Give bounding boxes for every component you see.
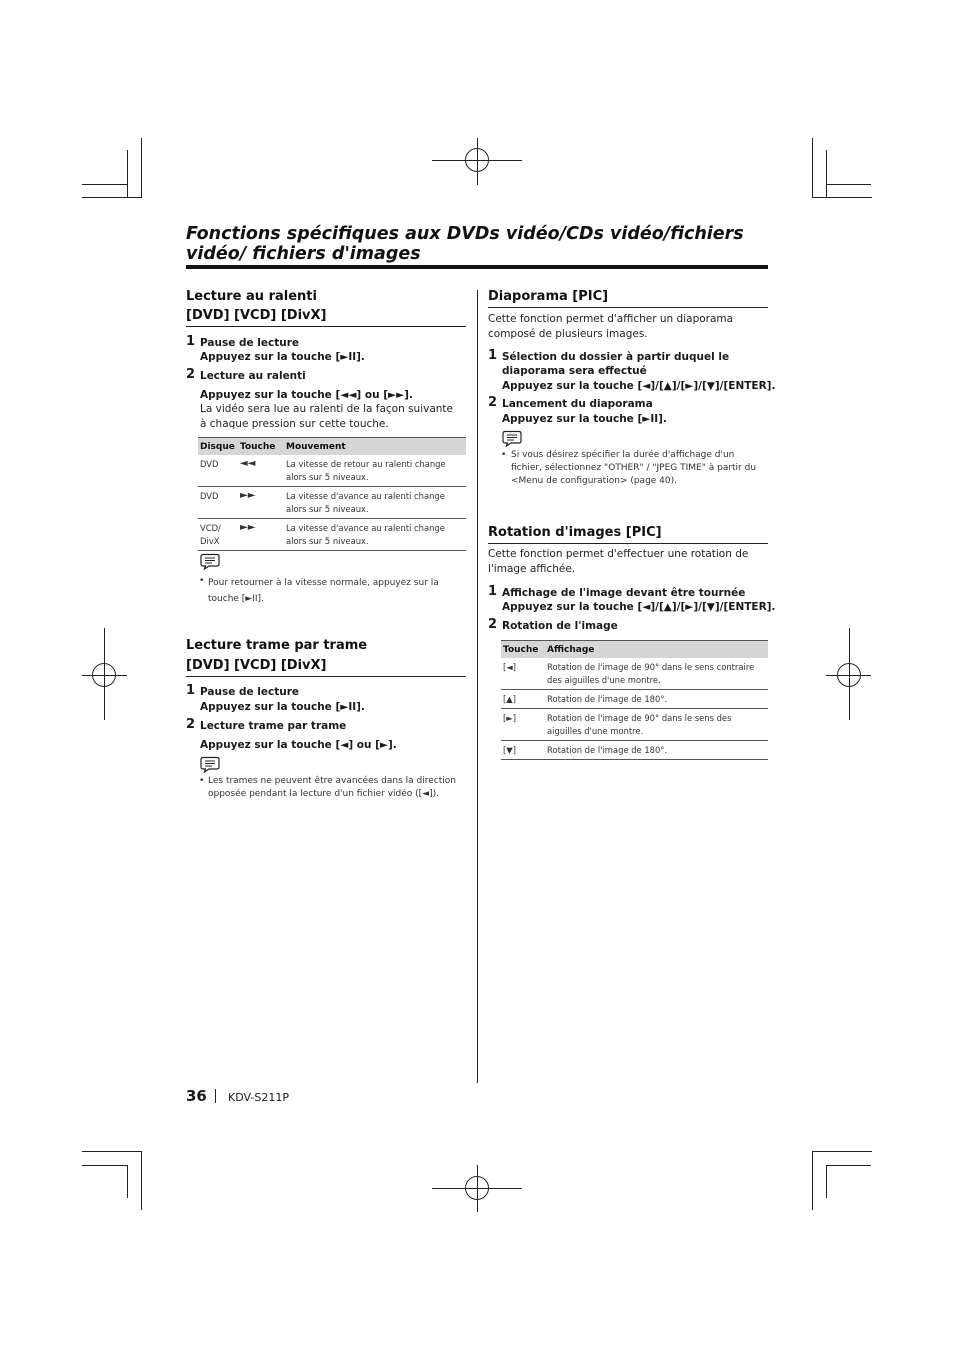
slideshow-body: Cette fonction permet d'afficher un diaporama composé de plusieurs images.: [488, 313, 734, 340]
slow-heading-rule: [186, 326, 466, 327]
table-row: [501, 709, 768, 741]
disc-cell: VCD/ DivX: [198, 519, 238, 551]
slow-heading-line2: [DVD] [VCD] [DivX]: [186, 308, 327, 323]
note-icon: [200, 756, 220, 773]
frame-note-text: Les trames ne peuvent être avancées dans la direction opposée pendant la lecture d'un fichier vidéo ([◄]).: [208, 776, 456, 799]
slideshow-note-text: Si vous désirez spécifier la durée d'affichage d'un fichier, sélectionnez "OTHER" / "JPEG TIME" à partir du <Menu de configuration> (page 40).: [511, 450, 757, 486]
slow-step2-action: Appuyez sur la touche [◄◄] ou [►►].: [200, 389, 413, 401]
disc-cell: DVD: [198, 487, 238, 519]
slow-step2-number: 2: [186, 367, 196, 382]
rotation-body: Cette fonction permet d'effectuer une rotation de l'image affichée.: [488, 548, 749, 575]
slow-step1-action: Appuyez sur la touche [►II].: [200, 351, 365, 363]
frame-step2-action: Appuyez sur la touche [◄] ou [►].: [200, 739, 397, 751]
display-cell: Rotation de l'image de 180°.: [545, 690, 768, 709]
note-icon: [502, 430, 522, 447]
key-cell: [▲]: [501, 690, 545, 709]
bullet: •: [199, 576, 205, 586]
movement-cell: La vitesse d'avance au ralenti change alors sur 5 niveaux.: [284, 519, 466, 551]
page-number: 36: [186, 1087, 207, 1105]
table-row: [198, 455, 466, 487]
table-header-row: [198, 438, 466, 456]
slow-step1-number: 1: [186, 334, 196, 349]
table-header-cell: Affichage: [545, 641, 768, 659]
display-cell: Rotation de l'image de 90° dans le sens des aiguilles d'une montre.: [545, 709, 768, 741]
slow-step2-body: La vidéo sera lue au ralenti de la façon suivante à chaque pression sur cette touche.: [200, 403, 454, 430]
table-header-cell: Touche: [501, 641, 545, 659]
frame-step1-action: Appuyez sur la touche [►II].: [200, 701, 365, 713]
table-row: [501, 690, 768, 709]
rotation-step1-action: Appuyez sur la touche [◄]/[▲]/[►]/[▼]/[ENTER].: [502, 601, 776, 613]
table-header-row: [501, 641, 768, 659]
movement-cell: La vitesse de retour au ralenti change alors sur 5 niveaux.: [284, 455, 466, 487]
display-cell: Rotation de l'image de 180°.: [545, 741, 768, 760]
frame-step1-title: Pause de lecture: [200, 686, 300, 698]
rotation-heading: Rotation d'images [PIC]: [488, 525, 662, 540]
frame-heading-rule: [186, 676, 466, 677]
key-cell: ►►: [238, 487, 284, 519]
footer-separator: [215, 1089, 216, 1103]
slow-speed-table: [198, 437, 466, 551]
slideshow-heading: Diaporama [PIC]: [488, 289, 609, 304]
rotation-table: [501, 640, 768, 760]
frame-heading-line2: [DVD] [VCD] [DivX]: [186, 658, 327, 673]
slideshow-step1-number: 1: [488, 348, 498, 363]
column-divider: [477, 290, 478, 1083]
key-cell: ◄◄: [238, 455, 284, 487]
rotation-heading-rule: [488, 543, 768, 544]
slow-step1-title: Pause de lecture: [200, 337, 300, 349]
key-cell: [►]: [501, 709, 545, 741]
table-row: [501, 658, 768, 690]
movement-cell: La vitesse d'avance au ralenti change alors sur 5 niveaux.: [284, 487, 466, 519]
slideshow-step2-action: Appuyez sur la touche [►II].: [502, 413, 667, 425]
frame-step2-title: Lecture trame par trame: [200, 720, 347, 732]
page-title: Fonctions spécifiques aux DVDs vidéo/CDs vidéo/fichiers vidéo/ fichiers d'images: [186, 224, 744, 264]
slideshow-step2-number: 2: [488, 395, 498, 410]
table-header-cell: Mouvement: [284, 438, 466, 456]
key-cell: ►►: [238, 519, 284, 551]
frame-heading-line1: Lecture trame par trame: [186, 638, 368, 653]
slideshow-step1-title: Sélection du dossier à partir duquel le diaporama sera effectué: [502, 351, 730, 377]
slideshow-heading-rule: [488, 307, 768, 308]
display-cell: Rotation de l'image de 90° dans le sens contraire des aiguilles d'une montre.: [545, 658, 768, 690]
rotation-step2-title: Rotation de l'image: [502, 620, 618, 632]
slow-step2-title: Lecture au ralenti: [200, 370, 306, 382]
slideshow-step2-title: Lancement du diaporama: [502, 398, 653, 410]
key-cell: [◄]: [501, 658, 545, 690]
model-name: KDV-S211P: [228, 1091, 289, 1104]
table-row: [198, 519, 466, 551]
table-header-cell: Touche: [238, 438, 284, 456]
bullet: •: [501, 450, 507, 460]
frame-step1-number: 1: [186, 683, 196, 698]
slideshow-step1-action: Appuyez sur la touche [◄]/[▲]/[►]/[▼]/[ENTER].: [502, 380, 776, 392]
frame-step2-number: 2: [186, 717, 196, 732]
disc-cell: DVD: [198, 455, 238, 487]
key-cell: [▼]: [501, 741, 545, 760]
table-row: [501, 741, 768, 760]
rotation-step1-number: 1: [488, 584, 498, 599]
slow-note-text: Pour retourner à la vitesse normale, appuyez sur la touche [►II].: [208, 578, 439, 604]
note-icon: [200, 553, 220, 570]
title-rule: [186, 265, 768, 269]
rotation-step1-title: Affichage de l'image devant être tournée: [502, 587, 746, 599]
slow-heading-line1: Lecture au ralenti: [186, 289, 317, 304]
bullet: •: [199, 776, 205, 786]
rotation-step2-number: 2: [488, 617, 498, 632]
table-header-cell: Disque: [198, 438, 238, 456]
table-row: [198, 487, 466, 519]
